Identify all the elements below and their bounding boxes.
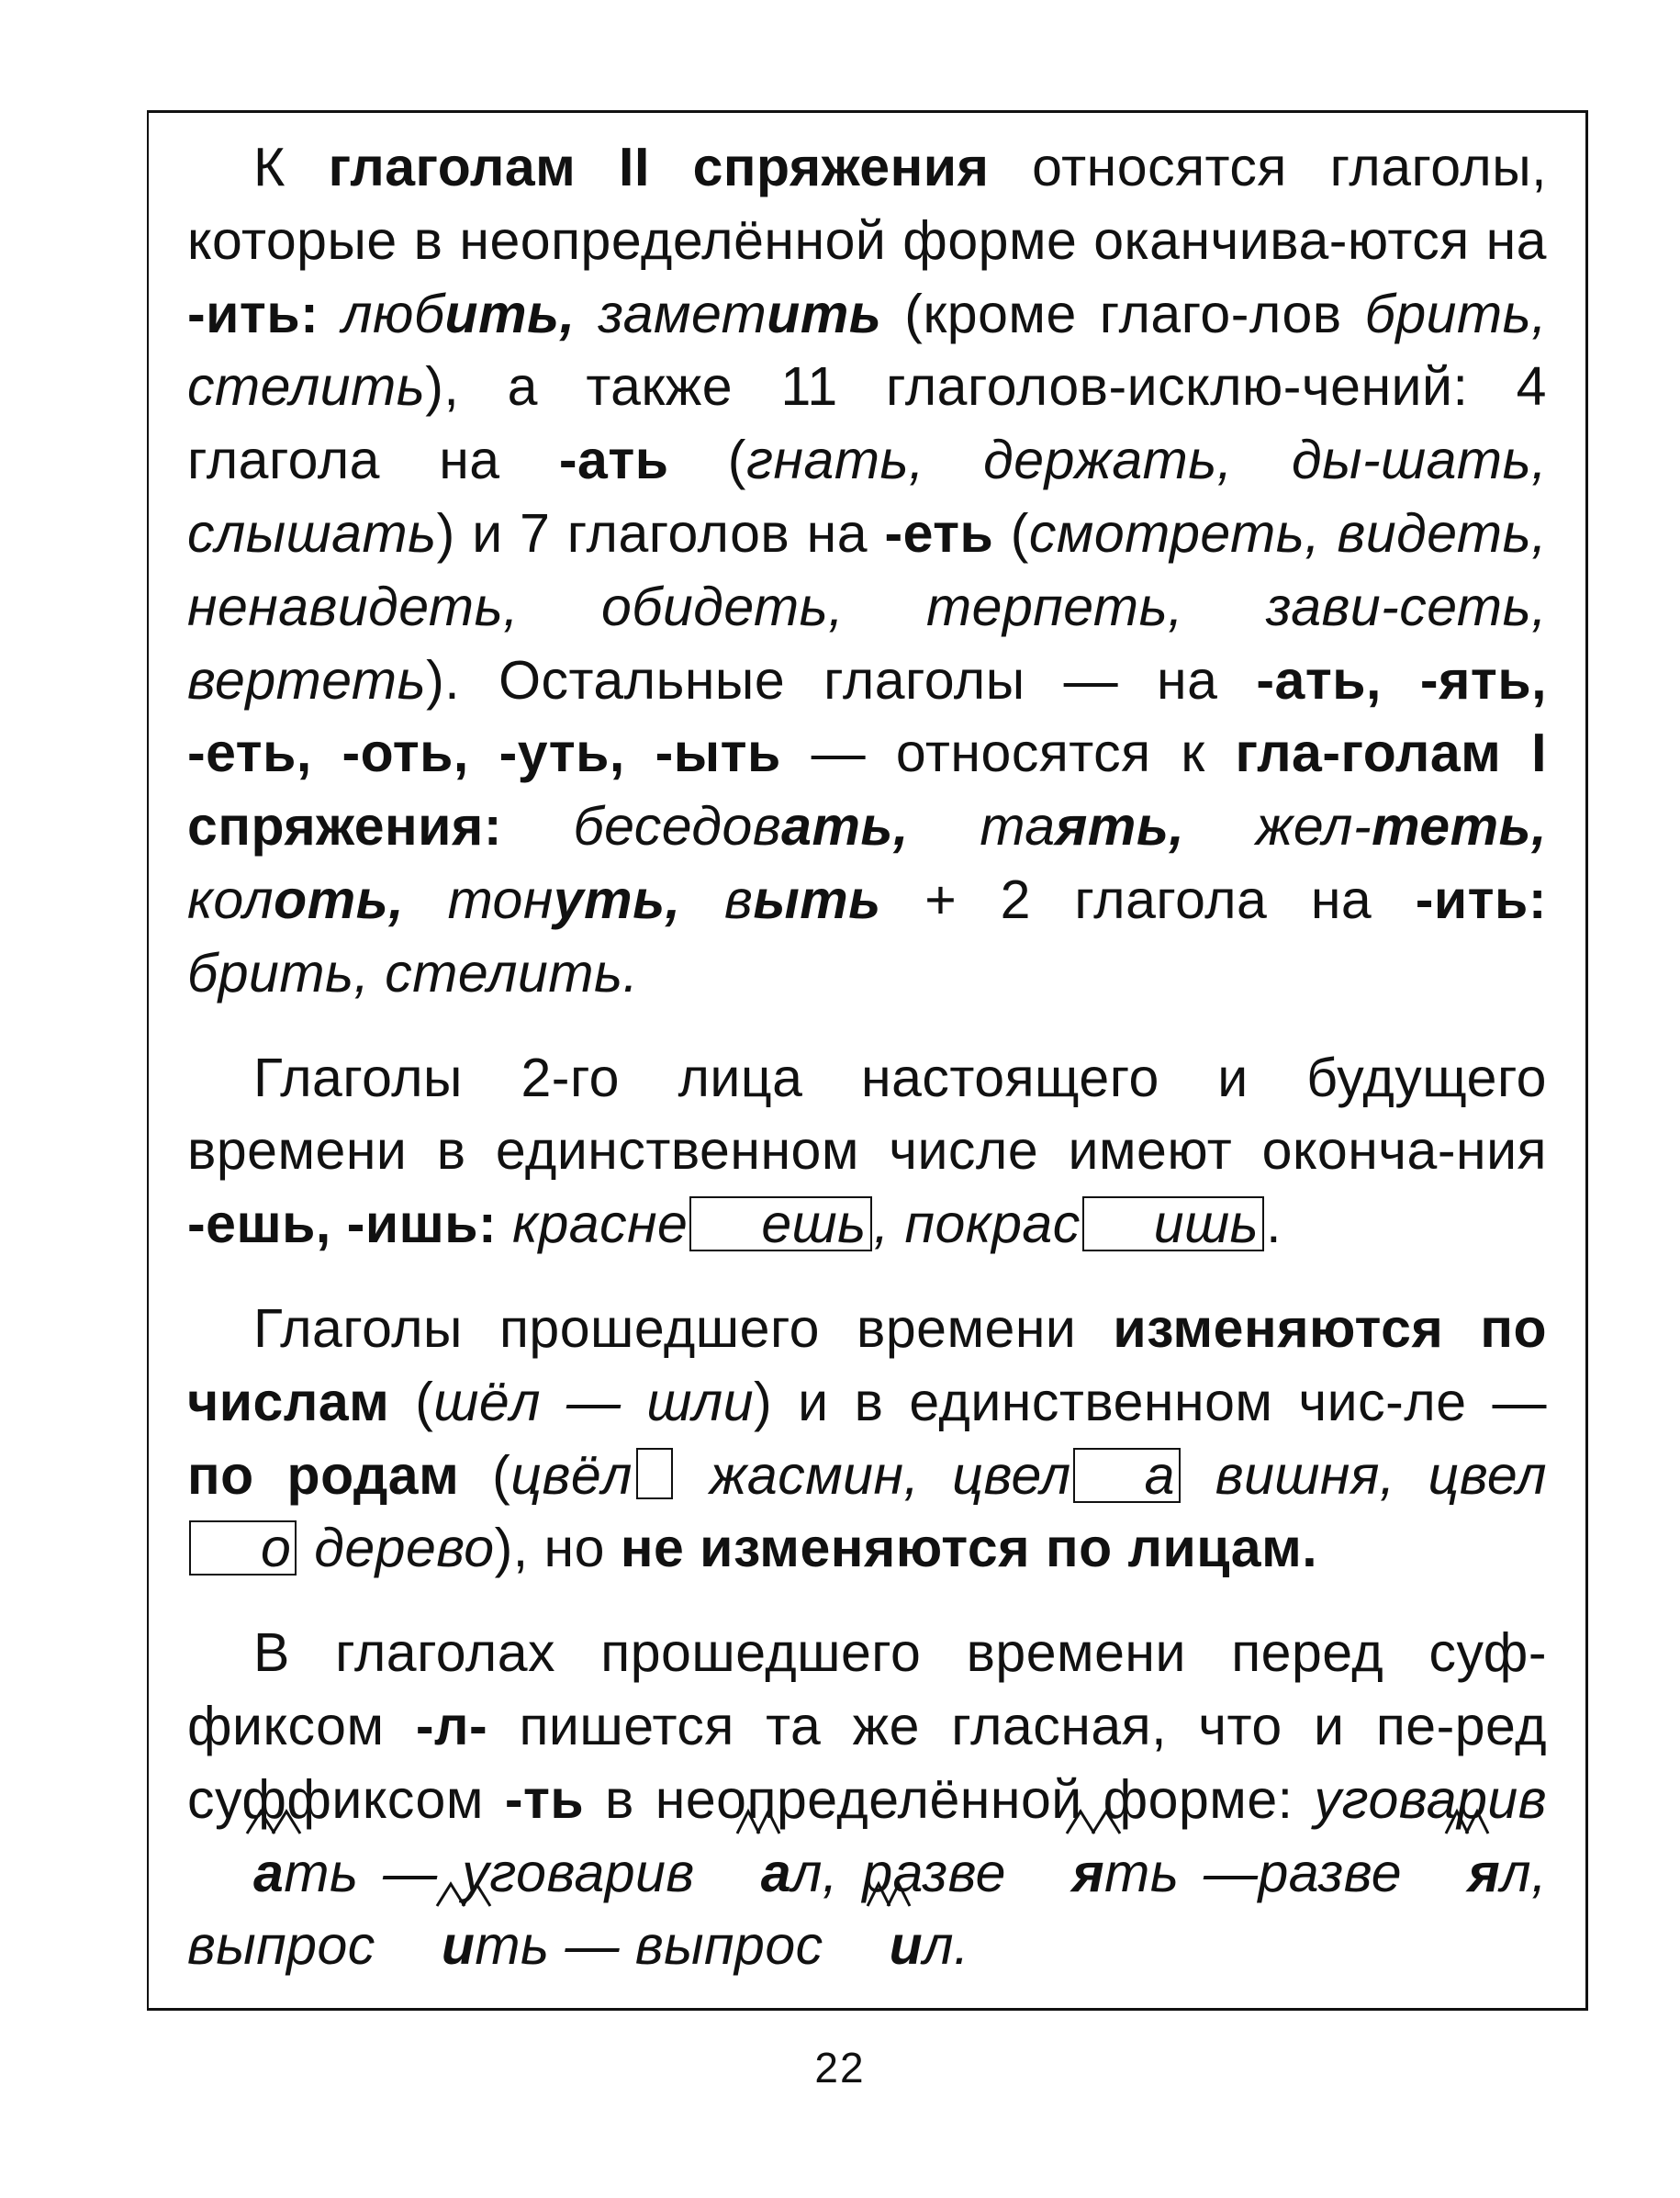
example-stem: замет <box>575 283 767 344</box>
example-stem: цвёл <box>510 1444 633 1506</box>
ending-box: ишь <box>1082 1196 1264 1251</box>
text: ( <box>389 1371 434 1432</box>
suffix-text: ть <box>1104 1842 1180 1903</box>
vowel-bold: а <box>760 1842 792 1903</box>
term-bold: глаголам II спряжения <box>328 137 990 197</box>
text: , <box>1531 1842 1547 1903</box>
example-stem: люб <box>319 283 445 344</box>
example-stem: жел- <box>1184 796 1372 858</box>
example-stem: , покрас <box>873 1194 1081 1255</box>
example-italic: шёл — шли <box>433 1371 755 1432</box>
example-italic: брить, стелить <box>187 283 1548 418</box>
suffix-mark <box>187 1837 359 1911</box>
paragraph-past-tense <box>187 1293 1547 1586</box>
term-bold: гла-голам I спряжения: <box>187 723 1547 858</box>
text: ), но <box>494 1518 621 1579</box>
example-ending: ить <box>767 283 882 344</box>
suffix-caret-icon <box>1444 1808 1490 1835</box>
text: пишется та же гласная, что и пе-ред суффиксом <box>187 1695 1547 1830</box>
example-stem: красне <box>497 1194 689 1255</box>
example-stem: уговарив <box>1314 1768 1547 1830</box>
text: относятся глаголы, которые в неопределённой форме оканчива-ются на <box>187 137 1547 271</box>
text: Глаголы 2-го лица настоящего и будущего времени в единственном числе имеют оконча-ния <box>187 1047 1547 1182</box>
suffix-text: л <box>1500 1842 1532 1903</box>
ending-box: ешь <box>689 1196 871 1251</box>
example-ending: ять, <box>1055 796 1185 858</box>
example-stem: , разве <box>822 1842 1006 1903</box>
ending-bold: -ить: <box>1415 869 1547 930</box>
example-stem: в <box>680 869 754 930</box>
text: Глаголы прошедшего времени <box>253 1297 1114 1359</box>
text: ) и 7 глаголов на <box>436 502 885 564</box>
example-ending: ить, <box>444 283 576 344</box>
text: ), а также 11 глаголов-исклю-чений: 4 глагола на <box>187 356 1547 491</box>
suffix-text: л <box>791 1842 823 1903</box>
suffix-mark <box>1402 1837 1531 1911</box>
text: . <box>1266 1194 1282 1255</box>
ending-bold: -ешь, -ишь: <box>187 1194 498 1255</box>
paragraph-suffix-l <box>187 1617 1547 1983</box>
suffix-caret-icon <box>866 1880 912 1908</box>
term-bold: по родам <box>187 1444 460 1506</box>
suffix-caret-icon <box>245 1808 300 1835</box>
text: + 2 глагола на <box>880 869 1416 930</box>
example-stem: выпрос <box>187 1915 375 1977</box>
suffix-caret-icon <box>1065 1808 1120 1835</box>
text: в неопределённой форме: <box>584 1768 1294 1830</box>
vowel-bold: а <box>253 1842 285 1903</box>
example-stem: — уговарив <box>358 1842 695 1903</box>
example-ending: ыть <box>753 869 881 930</box>
suffix-mark <box>1006 1837 1179 1911</box>
suffix-mark <box>375 1910 550 1983</box>
vowel-bold: я <box>1468 1842 1501 1903</box>
vowel-bold: и <box>441 1915 476 1977</box>
term-bold: не изменяются по лицам. <box>620 1518 1318 1579</box>
zero-ending-box <box>636 1448 673 1499</box>
text: ( <box>459 1444 511 1506</box>
text: ) и в единственном чис-ле — <box>754 1371 1547 1432</box>
ending-box: а <box>1073 1448 1181 1503</box>
example-stem: беседов <box>501 796 782 858</box>
example-stem: вишня, цвел <box>1182 1444 1548 1506</box>
suffix-text: л <box>923 1915 954 1977</box>
ending-bold: -еть <box>884 502 994 564</box>
example-stem: та <box>908 796 1056 858</box>
suffix-caret-icon <box>735 1808 781 1835</box>
example-italic: смотреть, видеть, ненавидеть, обидеть, терпеть, зави-сеть, вертеть <box>187 502 1547 711</box>
suffix-mark <box>695 1837 823 1911</box>
text: ( <box>993 502 1029 564</box>
rule-box <box>147 110 1588 2011</box>
vowel-bold: я <box>1071 1842 1105 1903</box>
examples-line-2 <box>187 1915 969 1976</box>
text: ). Остальные глаголы — на <box>426 649 1257 711</box>
example-stem: кол <box>187 869 274 930</box>
example-ending: ать, <box>781 796 909 858</box>
suffix-bold: -л- <box>415 1695 488 1756</box>
page-number: 22 <box>814 2044 866 2091</box>
example-italic: брить, стелить. <box>187 942 639 1004</box>
example-stem: тон <box>404 869 554 930</box>
term-bold: изменяются по числам <box>187 1297 1547 1432</box>
ending-box: о <box>189 1520 297 1576</box>
example-ending: оть, <box>274 869 405 930</box>
text: ( <box>668 430 746 491</box>
example-ending: уть, <box>553 869 681 930</box>
vowel-bold: и <box>889 1915 924 1977</box>
example-stem: —разве <box>1179 1842 1403 1903</box>
suffix-mark <box>823 1910 954 1983</box>
example-italic: гнать, держать, ды-шать, слышать <box>187 430 1547 564</box>
paragraph-second-person <box>187 1042 1547 1262</box>
example-ending: теть, <box>1372 796 1547 858</box>
paragraph-conjugation-2 <box>187 131 1547 1011</box>
example-stem: жасмин, цвел <box>676 1444 1071 1506</box>
ending-bold: -ать, -ять, -еть, -оть, -уть, -ыть <box>187 649 1547 784</box>
example-stem: — выпрос <box>549 1915 823 1977</box>
text: К <box>253 137 329 197</box>
ending-bold: -ить: <box>187 283 319 344</box>
text: — относятся к <box>780 723 1236 784</box>
text: . <box>953 1915 969 1977</box>
text: В глаголах прошедшего времени перед суф-фиксом <box>187 1622 1547 1756</box>
suffix-caret-icon <box>435 1880 490 1908</box>
text: (кроме глаго-лов <box>881 283 1365 344</box>
example-italic: дерево <box>298 1518 495 1579</box>
suffix-text: ть <box>475 1915 550 1977</box>
suffix-text: ть <box>284 1842 359 1903</box>
suffix-bold: -ть <box>504 1768 585 1830</box>
ending-bold: -ать <box>558 430 669 491</box>
